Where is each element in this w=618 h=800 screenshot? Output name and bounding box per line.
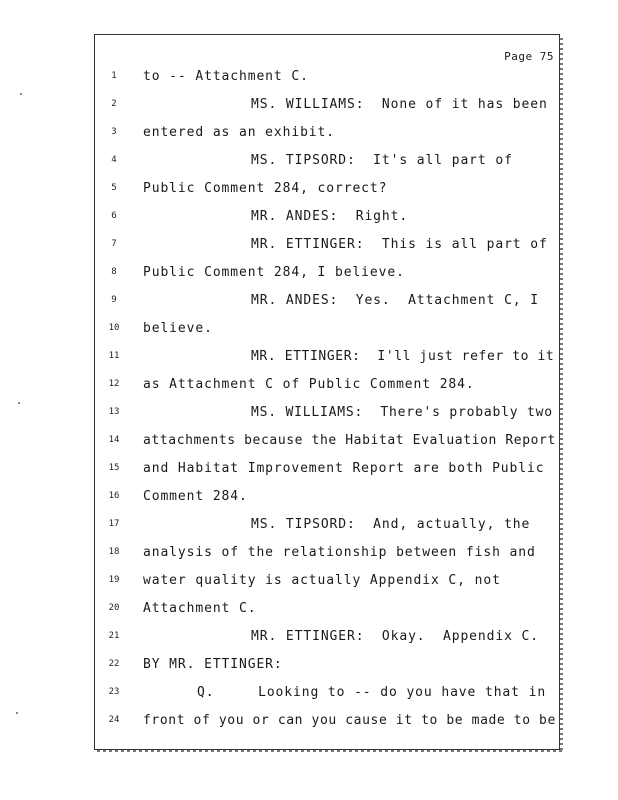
transcript-line: Public Comment 284, correct?	[143, 181, 388, 196]
transcript-line: Public Comment 284, I believe.	[143, 265, 405, 280]
line-number: 2	[111, 99, 117, 109]
transcript-line: MR. ETTINGER: This is all part of	[251, 237, 548, 252]
line-number: 3	[111, 127, 117, 137]
transcript-line: MR. ANDES: Right.	[251, 209, 409, 224]
line-number: 19	[108, 575, 120, 585]
transcript-line: MR. ANDES: Yes. Attachment C, I	[251, 293, 539, 308]
line-number: 12	[108, 379, 120, 389]
transcript-line: MS. TIPSORD: And, actually, the	[251, 517, 531, 532]
transcript-line: believe.	[143, 321, 213, 336]
margin-speck	[20, 93, 22, 95]
line-number: 7	[111, 239, 117, 249]
transcript-line: attachments because the Habitat Evaluation Report	[143, 433, 556, 448]
transcript-line: MR. ETTINGER: Okay. Appendix C.	[251, 629, 539, 644]
line-number: 16	[108, 491, 120, 501]
line-number: 5	[111, 183, 117, 193]
transcript-line: MS. TIPSORD: It's all part of	[251, 153, 513, 168]
line-number: 6	[111, 211, 117, 221]
line-number: 4	[111, 155, 117, 165]
line-number: 17	[108, 519, 120, 529]
transcript-line: entered as an exhibit.	[143, 125, 335, 140]
line-number: 13	[108, 407, 120, 417]
line-number: 14	[108, 435, 120, 445]
transcript-line: MS. WILLIAMS: None of it has been	[251, 97, 548, 112]
transcript-line: MS. WILLIAMS: There's probably two	[251, 405, 553, 420]
page-edge-shadow-right	[560, 38, 563, 752]
line-number: 22	[108, 659, 120, 669]
page-edge-shadow-bottom	[97, 750, 563, 752]
transcript-line: analysis of the relationship between fish and	[143, 545, 536, 560]
transcript-line: and Habitat Improvement Report are both Public	[143, 461, 545, 476]
transcript-line: as Attachment C of Public Comment 284.	[143, 377, 475, 392]
line-number: 21	[108, 631, 120, 641]
line-number: 9	[111, 295, 117, 305]
transcript-line: BY MR. ETTINGER:	[143, 657, 283, 672]
transcript-line: front of you or can you cause it to be made to be	[143, 713, 556, 728]
line-number: 23	[108, 687, 120, 697]
line-number: 18	[108, 547, 120, 557]
line-number: 8	[111, 267, 117, 277]
line-number: 10	[108, 323, 120, 333]
line-number: 1	[111, 71, 117, 81]
transcript-line: Q. Looking to -- do you have that in	[197, 685, 547, 700]
line-number: 20	[108, 603, 120, 613]
transcript-line: to -- Attachment C.	[143, 69, 309, 84]
transcript-line: Attachment C.	[143, 601, 257, 616]
line-number: 11	[108, 351, 120, 361]
transcript-line: Comment 284.	[143, 489, 248, 504]
line-number: 15	[108, 463, 120, 473]
transcript-line: water quality is actually Appendix C, not	[143, 573, 501, 588]
line-number: 24	[108, 715, 120, 725]
margin-speck	[18, 402, 20, 404]
margin-speck	[16, 712, 18, 714]
page-number: Page 75	[504, 50, 554, 63]
transcript-line: MR. ETTINGER: I'll just refer to it	[251, 349, 555, 364]
